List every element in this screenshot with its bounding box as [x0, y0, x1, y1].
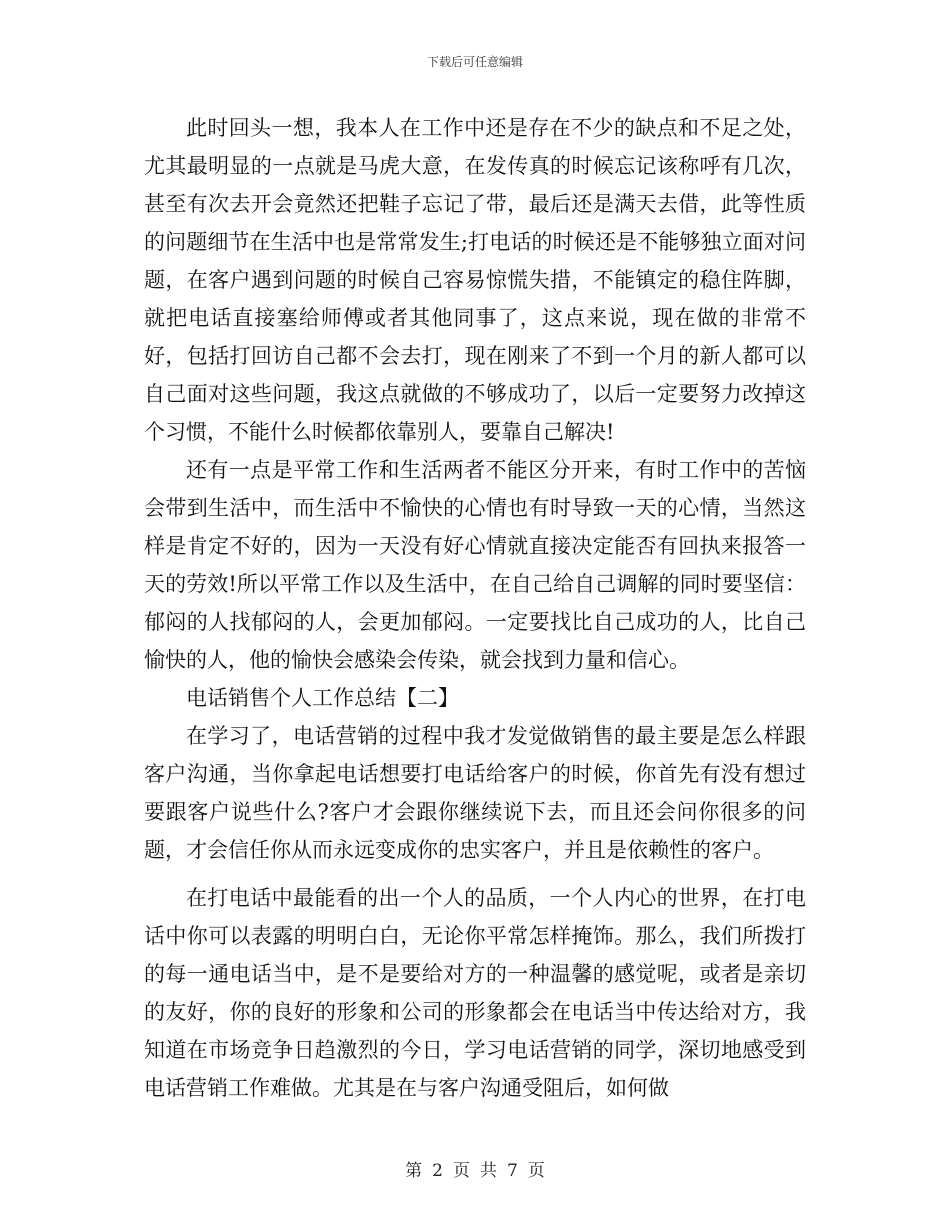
- paragraph-2: 还有一点是平常工作和生活两者不能区分开来，有时工作中的苦恼会带到生活中，而生活中不愉快的心情也有时导致一天的心情，当然这样是肯定不好的，因为一天没有好心情就直接决定能否有回执来报答一天的劳效!所以平常工作以及生活中，在自己给自己调解的同时要坚信：郁闷的人找郁闷的人，会更加郁闷。一定要找比自己成功的人，比自己愉快的人，他的愉快会感染会传染，就会找到力量和信心。: [144, 458, 806, 672]
- footer-total-word: 共: [480, 1161, 497, 1181]
- total-page-number: 7: [507, 1161, 518, 1181]
- paragraph-3: 在学习了，电话营销的过程中我才发觉做销售的最主要是怎么样跟客户沟通，当你拿起电话想要打电话给客户的时候，你首先有没有想过要跟客户说些什么?客户才会跟你继续说下去，而且还会问你很多的问题，才会信任你从而永远变成你的忠实客户，并且是依赖性的客户。: [144, 724, 806, 862]
- footer-prefix: 第: [405, 1161, 423, 1181]
- section-heading: 电话销售个人工作总结【二】: [186, 686, 459, 710]
- page-header: 下载后可任意编辑: [426, 55, 523, 69]
- page-footer: [0, 1156, 950, 1181]
- current-page-number: 2: [432, 1161, 443, 1181]
- footer-page-word: 页: [453, 1161, 470, 1181]
- document-body: [144, 109, 806, 1107]
- footer-suffix: 页: [527, 1161, 545, 1181]
- paragraph-4: 在打电话中最能看的出一个人的品质，一个人内心的世界，在打电话中你可以表露的明明白白，无论你平常怎样掩饰。那么，我们所拨打的每一通电话当中，是不是要给对方的一种温馨的感觉呢，或者是亲切的友好，你的良好的形象和公司的形象都会在电话当中传达给对方，我知道在市场竞争日趋激烈的今日，学习电话营销的同学，深切地感受到电话营销工作难做。尤其是在与客户沟通受阻后，如何做: [144, 886, 806, 1100]
- paragraph-1: 此时回头一想，我本人在工作中还是存在不少的缺点和不足之处，尤其最明显的一点就是马虎大意，在发传真的时候忘记该称呼有几次，甚至有次去开会竟然还把鞋子忘记了带，最后还是满天去借，此等性质的问题细节在生活中也是常常发生;打电话的时候还是不能够独立面对问题，在客户遇到问题的时候自己容易惊慌失措，不能镇定的稳住阵脚，就把电话直接塞给师傅或者其他同事了，这点来说，现在做的非常不好，包括打回访自己都不会去打，现在刚来了不到一个月的新人都可以自己面对这些问题，我这点就做的不够成功了，以后一定要努力改掉这个习惯，不能什么时候都依靠别人，要靠自己解决!: [144, 116, 806, 444]
